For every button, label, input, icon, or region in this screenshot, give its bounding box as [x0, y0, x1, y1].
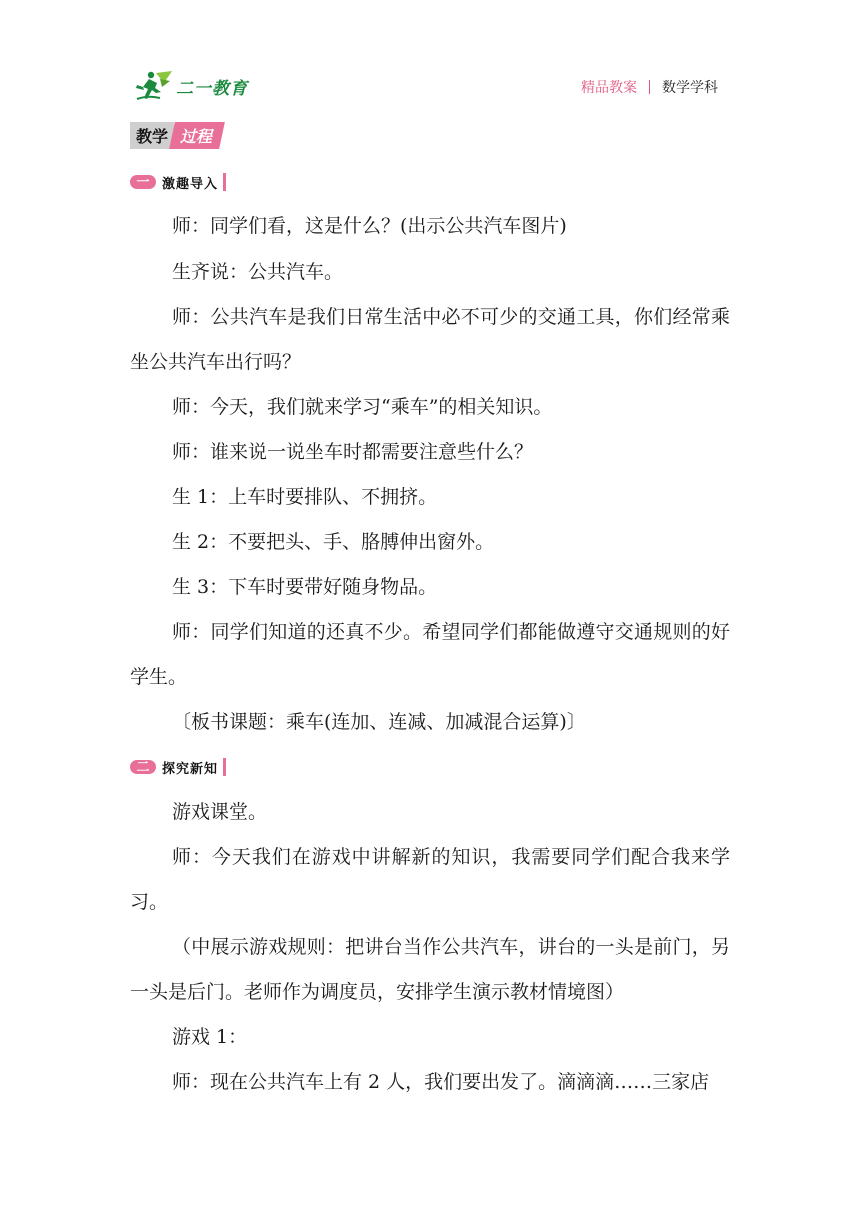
- paragraph: 生 2：不要把头、手、胳膊伸出窗外。: [172, 531, 495, 553]
- section-banner: [130, 122, 222, 149]
- subsection-heading-2: [130, 757, 226, 777]
- paragraph: 师：今天，我们就来学习“乘车”的相关知识。: [172, 396, 553, 418]
- subsection-number: 一: [130, 175, 156, 189]
- header-tag: 精品教案: [581, 80, 637, 96]
- paragraph: 生齐说：公共汽车。: [172, 261, 344, 283]
- paragraph: 生 1：上车时要排队、不拥挤。: [172, 486, 438, 508]
- subsection-bar: [223, 173, 226, 191]
- header-meta: [581, 77, 718, 97]
- logo-text: 二一教育: [176, 78, 248, 99]
- header-subject: 数学学科: [662, 80, 718, 96]
- paragraph: 游戏 1：: [172, 1026, 248, 1048]
- paragraph: 〔板书课题：乘车(连加、连减、加减混合运算)〕: [172, 711, 586, 733]
- paragraph: 师：谁来说一说坐车时都需要注意些什么？: [172, 441, 534, 463]
- paragraph: 师：现在公共汽车上有 2 人，我们要出发了。滴滴滴……三家店: [172, 1071, 710, 1093]
- paragraph: 师：公共汽车是我们日常生活中必不可少的交通工具，你们经常乘坐公共汽车出行吗？: [130, 306, 730, 373]
- paragraph: 师：同学们看，这是什么？(出示公共汽车图片): [172, 215, 567, 237]
- page-header: [0, 0, 860, 110]
- section-title-b-wrap: [169, 122, 225, 149]
- logo: [134, 66, 248, 106]
- paragraph: （中展示游戏规则：把讲台当作公共汽车，讲台的一头是前门，另一头是后门。老师作为调度员，安排学生演示教材情境图）: [130, 936, 730, 1003]
- paragraph: 游戏课堂。: [172, 801, 268, 823]
- subsection-title: 激趣导入: [162, 176, 219, 192]
- paragraph: 生 3：下车时要带好随身物品。: [172, 576, 438, 598]
- header-divider: [649, 80, 650, 94]
- subsection-title: 探究新知: [162, 761, 219, 777]
- paragraph: 师：今天我们在游戏中讲解新的知识，我需要同学们配合我来学习。: [130, 846, 730, 913]
- runner-logo-icon: [134, 69, 174, 103]
- subsection-number: 二: [130, 760, 156, 774]
- subsection-heading-1: [130, 172, 226, 192]
- section-title-a: 教学: [130, 122, 174, 149]
- section-title-b: 过程: [180, 127, 213, 146]
- paragraph: 师：同学们知道的还真不少。希望同学们都能做遵守交通规则的好学生。: [130, 621, 730, 688]
- subsection-bar: [223, 758, 226, 776]
